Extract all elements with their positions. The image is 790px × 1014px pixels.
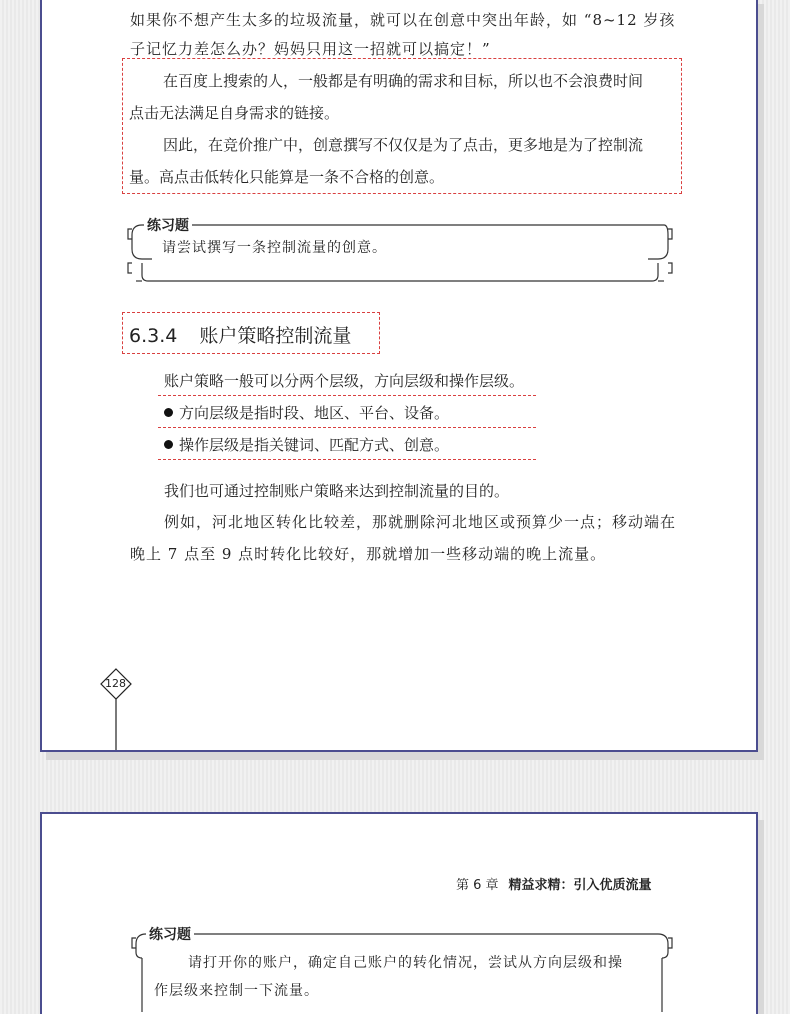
intro-line-1: 如果你不想产生太多的垃圾流量，就可以在创意中突出年龄，如 “8~12 岁孩 — [130, 11, 676, 29]
example-line-2: 晚上 7 点至 9 点时转化比较好，那就增加一些移动端的晚上流量。 — [130, 545, 607, 563]
exercise-title: 练习题 — [144, 215, 192, 235]
section-title: 账户策略控制流量 — [199, 325, 352, 347]
section-number: 6.3.4 — [129, 325, 178, 347]
account-intro: 账户策略一般可以分两个层级，方向层级和操作层级。 — [164, 372, 525, 390]
exercise-box-1 — [128, 209, 672, 285]
box-paragraph-1-line-1: 在百度上搜索的人，一般都是有明确的需求和目标，所以也不会浪费时间 — [163, 72, 644, 90]
bullet-dot-icon — [164, 408, 173, 417]
intro-line-2: 子记忆力差怎么办？妈妈只用这一招就可以搞定！” — [130, 40, 491, 58]
exercise-box-2 — [132, 922, 672, 1012]
page-number: 128 — [105, 677, 126, 690]
bullet-item-2 — [158, 429, 536, 460]
box-paragraph-1-line-2: 点击无法满足自身需求的链接。 — [129, 104, 340, 122]
highlight-box-paragraphs — [122, 58, 682, 194]
section-heading — [129, 321, 351, 348]
box-paragraph-2-line-2: 量。高点击低转化只能算是一条不合格的创意。 — [129, 168, 445, 186]
exercise-title: 练习题 — [146, 924, 194, 944]
box-paragraph-2-line-1: 因此，在竞价推广中，创意撰写不仅仅是为了点击，更多地是为了控制流 — [163, 136, 644, 154]
bullet-item-1 — [158, 397, 536, 428]
bullet-2-text: 操作层级是指关键词、匹配方式、创意。 — [179, 436, 450, 454]
goal-line: 我们也可通过控制账户策略来达到控制流量的目的。 — [164, 482, 510, 500]
book-page-128 — [40, 0, 758, 752]
example-line-1: 例如，河北地区转化比较差，那就删除河北地区或预算少一点；移动端在 — [164, 513, 677, 531]
section-heading-box — [122, 312, 380, 354]
bullet-1-text: 方向层级是指时段、地区、平台、设备。 — [179, 404, 450, 422]
account-intro-underline — [158, 395, 536, 396]
page-number-marker — [100, 668, 132, 750]
book-page-129 — [40, 812, 758, 1014]
exercise-line-2: 作层级来控制一下流量。 — [154, 983, 319, 999]
exercise-text: 请尝试撰写一条控制流量的创意。 — [162, 240, 387, 256]
chapter-label: 第 6 章 — [456, 878, 499, 893]
chapter-header — [456, 874, 652, 893]
exercise-line-1: 请打开你的账户，确定自己账户的转化情况，尝试从方向层级和操 — [188, 955, 623, 971]
chapter-title: 精益求精：引入优质流量 — [508, 878, 652, 893]
bullet-dot-icon — [164, 440, 173, 449]
